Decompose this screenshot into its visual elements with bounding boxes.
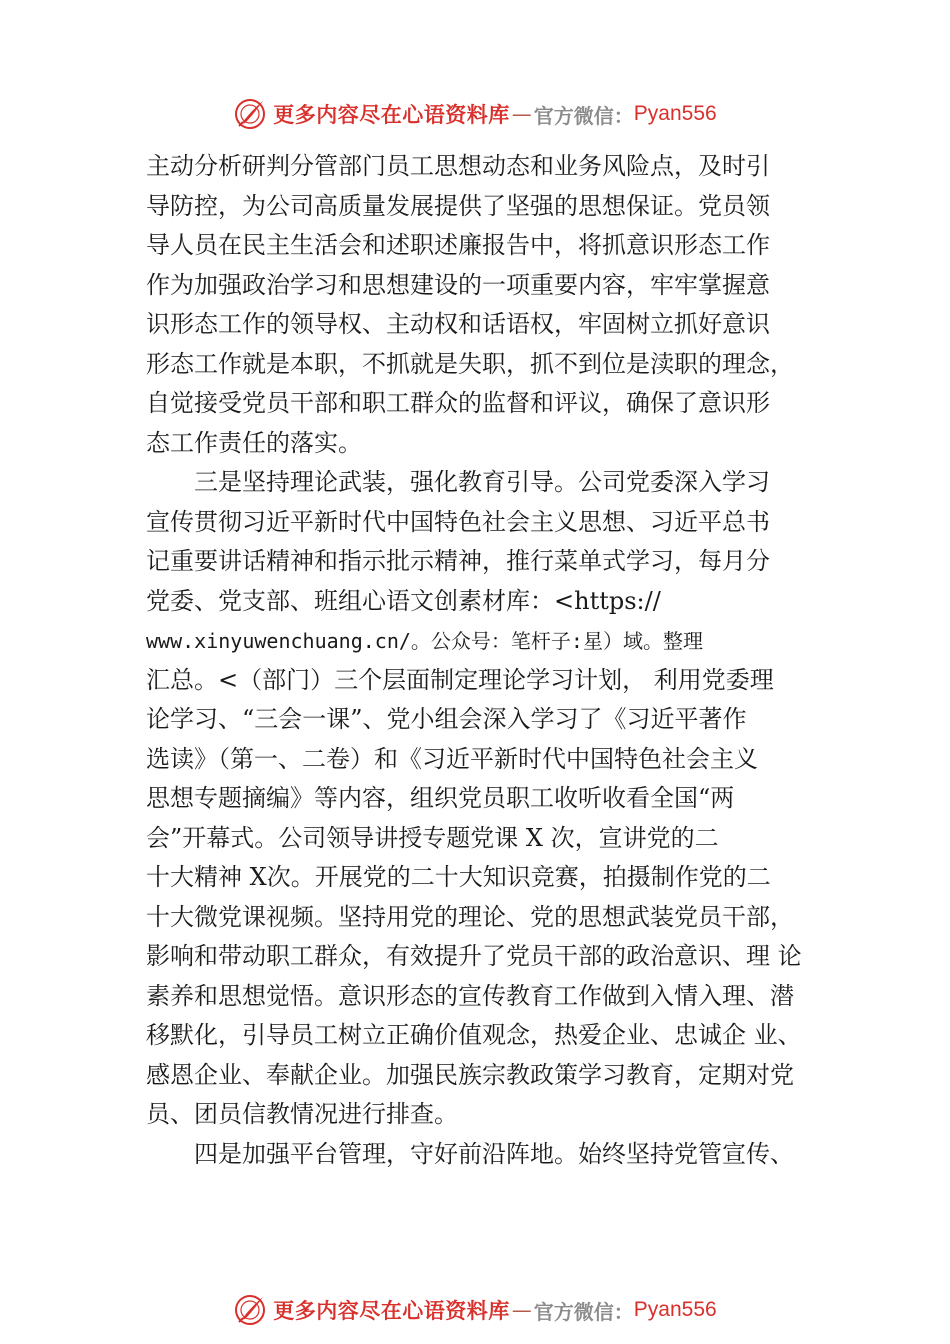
- body-line: 感恩企业、奉献企业。加强民族宗教政策学习教育，定期对党: [146, 1060, 794, 1089]
- body-line: 态工作责任的落实。: [146, 428, 362, 457]
- wechat-id: Pyan556: [633, 1298, 717, 1321]
- body-line: 影响和带动职工群众，有效提升了党员干部的政治意识、理 论: [146, 942, 802, 970]
- paragraph-start-line: 四是加强平台管理，守好前沿阵地。始终坚持党管宣传、: [194, 1139, 794, 1168]
- body-line: 形态工作就是本职，不抓就是失职，抓不到位是渎职的理念，: [146, 349, 794, 378]
- banner-text: 更多内容尽在心语资料库: [273, 102, 510, 127]
- body-line: 十大精神 X次。开展党的二十大知识竞赛，拍摄制作党的二: [146, 863, 771, 891]
- quill-seal-icon: [233, 1293, 267, 1327]
- body-line: 素养和思想觉悟。意识形态的宣传教育工作做到入情入理、潜: [146, 981, 794, 1010]
- body-line: 会”开幕式。公司领导讲授专题党课 X 次，宣讲党的二: [146, 823, 719, 852]
- body-line: 移默化，引导员工树立正确价值观念，热爱企业、忠诚企 业、: [146, 1021, 802, 1049]
- body-line: 导人员在民主生活会和述职述廉报告中，将抓意识形态工作: [146, 231, 770, 259]
- body-line: 论学习、“三会一课”、党小组会深入学习了《习近平著作: [146, 705, 747, 733]
- wechat-label: 官方微信：: [533, 1299, 634, 1324]
- body-line: 宣传贯彻习近平新时代中国特色社会主义思想、习近平总书: [146, 507, 770, 536]
- wechat-id: Pyan556: [633, 102, 717, 125]
- document-body: [146, 147, 832, 1174]
- header-banner: [0, 94, 950, 134]
- body-line: 十大微党课视频。坚持用党的理论、党的思想武装党员干部，: [146, 902, 794, 931]
- wechat-label: 官方微信：: [533, 103, 634, 128]
- body-line: 导防控，为公司高质量发展提供了坚强的思想保证。党员领: [146, 191, 770, 220]
- body-line: 党委、党支部、班组心语文创素材库：<https://: [146, 586, 661, 615]
- body-line: 员、团员信教情况进行排查。: [146, 1100, 458, 1128]
- paragraph-start-line: 三是坚持理论武装，强化教育引导。公司党委深入学习: [194, 468, 770, 496]
- body-line: 自觉接受党员干部和职工群众的监督和评议，确保了意识形: [146, 389, 770, 417]
- url-text: www.xinyuwenchuang.cn/。公众号：笔杆子:星）域。整理: [146, 629, 703, 653]
- body-line: 作为加强政治学习和思想建设的一项重要内容，牢牢掌握意: [146, 270, 770, 299]
- body-line: 识形态工作的领导权、主动权和话语权，牢固树立抓好意识: [146, 310, 770, 338]
- banner-dash: —: [511, 1298, 532, 1322]
- banner-text: 更多内容尽在心语资料库: [273, 1298, 510, 1323]
- banner-dash: —: [511, 102, 532, 126]
- footer-banner: [0, 1290, 950, 1330]
- body-line-url: [146, 621, 832, 661]
- body-line: 汇总。<（部门）三个层面制定理论学习计划， 利用党委理: [146, 665, 774, 694]
- body-line: 选读》（第一、二卷）和《习近平新时代中国特色社会主义: [146, 744, 758, 773]
- body-line: 记重要讲话精神和指示批示精神，推行菜单式学习，每月分: [146, 547, 770, 575]
- body-line: 思想专题摘编》等内容，组织党员职工收听收看全国“两: [146, 784, 735, 812]
- body-line: 主动分析研判分管部门员工思想动态和业务风险点，及时引: [146, 152, 770, 180]
- quill-seal-icon: [233, 97, 267, 131]
